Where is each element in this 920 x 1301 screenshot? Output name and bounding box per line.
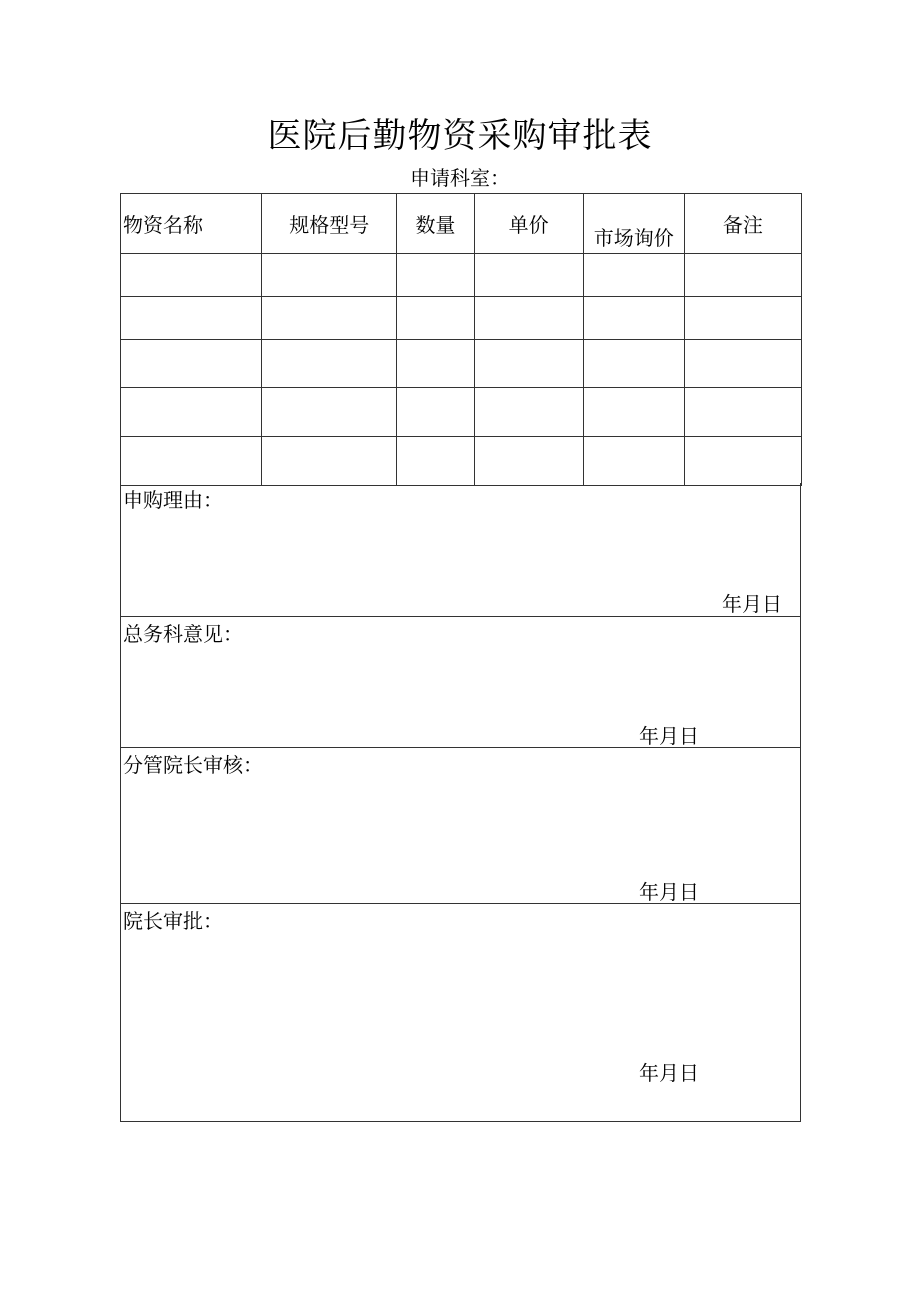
purchase-reason-label: 申购理由：	[123, 488, 223, 512]
header-quantity: 数量	[397, 194, 474, 254]
header-remark: 备注	[684, 194, 801, 254]
table-row	[121, 297, 802, 340]
table-cell[interactable]	[583, 388, 684, 437]
table-cell[interactable]	[121, 388, 262, 437]
table-row	[121, 388, 802, 437]
table-cell[interactable]	[474, 437, 583, 486]
header-spec: 规格型号	[262, 194, 397, 254]
table-cell[interactable]	[397, 388, 474, 437]
deputy-director-review-label: 分管院长审核：	[123, 753, 263, 777]
header-unit-price: 单价	[474, 194, 583, 254]
table-cell[interactable]	[583, 437, 684, 486]
table-cell[interactable]	[474, 297, 583, 340]
department-label: 申请科室：	[410, 166, 510, 190]
director-approval-section[interactable]	[120, 903, 801, 1122]
table-header-row	[121, 194, 802, 254]
header-market-price: 市场询价	[583, 194, 684, 254]
general-affairs-opinion-label: 总务科意见：	[123, 622, 243, 646]
table-cell[interactable]	[121, 297, 262, 340]
table-cell[interactable]	[684, 340, 801, 388]
header-name: 物资名称	[121, 194, 262, 254]
table-row	[121, 254, 802, 297]
table-cell[interactable]	[397, 254, 474, 297]
table-cell[interactable]	[474, 254, 583, 297]
table-cell[interactable]	[262, 388, 397, 437]
director-approval-label: 院长审批：	[123, 909, 223, 933]
page-title: 医院后勤物资采购审批表	[267, 116, 653, 156]
table-cell[interactable]	[474, 388, 583, 437]
table-cell[interactable]	[262, 254, 397, 297]
table-cell[interactable]	[583, 297, 684, 340]
table-cell[interactable]	[684, 388, 801, 437]
table-cell[interactable]	[583, 254, 684, 297]
table-cell[interactable]	[121, 340, 262, 388]
table-row	[121, 437, 802, 486]
table-cell[interactable]	[262, 340, 397, 388]
table-cell[interactable]	[684, 297, 801, 340]
table-cell[interactable]	[262, 297, 397, 340]
general-affairs-date: 年月日	[639, 724, 699, 748]
table-cell[interactable]	[397, 297, 474, 340]
table-cell[interactable]	[397, 437, 474, 486]
purchase-reason-date: 年月日	[722, 592, 782, 616]
table-cell[interactable]	[121, 437, 262, 486]
table-cell[interactable]	[397, 340, 474, 388]
purchase-reason-section[interactable]	[120, 483, 801, 617]
department-line	[0, 164, 920, 192]
director-date: 年月日	[639, 1061, 699, 1085]
table-row	[121, 340, 802, 388]
table-cell[interactable]	[684, 254, 801, 297]
table-cell[interactable]	[262, 437, 397, 486]
table-cell[interactable]	[684, 437, 801, 486]
table-cell[interactable]	[474, 340, 583, 388]
general-affairs-opinion-section[interactable]	[120, 616, 801, 748]
items-table	[120, 193, 802, 486]
table-cell[interactable]	[583, 340, 684, 388]
deputy-director-date: 年月日	[639, 880, 699, 904]
table-cell[interactable]	[121, 254, 262, 297]
deputy-director-review-section[interactable]	[120, 747, 801, 904]
